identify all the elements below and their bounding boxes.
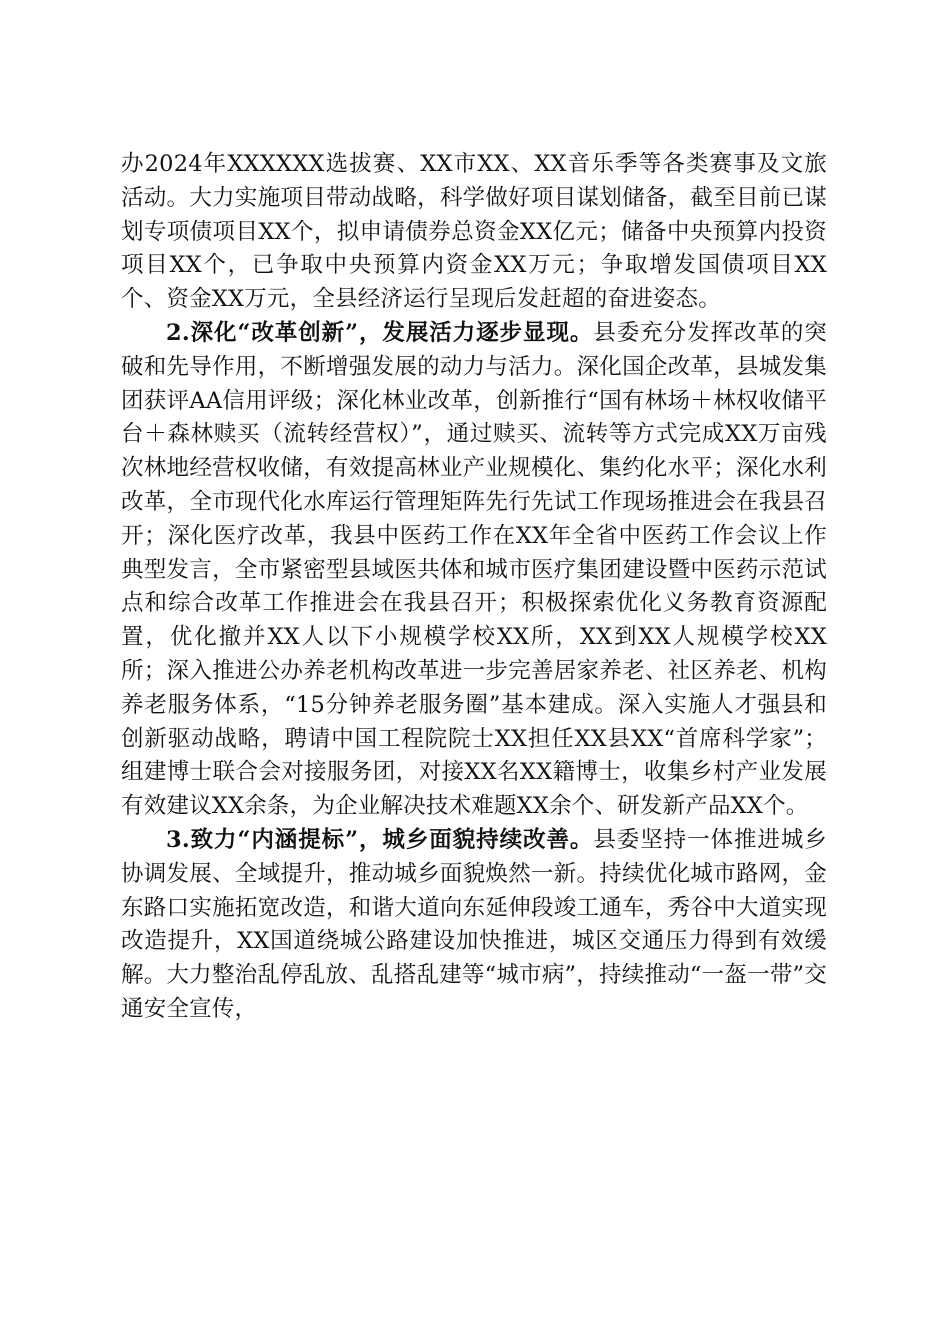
- paragraph-text: 县委坚持一体推进城乡协调发展、全域提升，推动城乡面貌焕然一新。持续优化城市路网，金东路口实施拓宽改造，和谐大道向东延伸段竣工通车，秀谷中大道实现改造提升，XX国道绕城公路建设加快推进，城区交通压力得到有效缓解。大力整治乱停乱放、乱搭乱建等“城市病”，持续推动“一盔一带”交通安全宣传，: [121, 826, 827, 1022]
- document-body: [121, 148, 827, 1027]
- paragraph-text: 办2024年XXXXXX选拔赛、XX市XX、XX音乐季等各类赛事及文旅活动。大力实施项目带动战略，科学做好项目谋划储备，截至目前已谋划专项债项目XX个，拟申请债券总资金XX亿元；储备中央预算内投资项目XX个，已争取中央预算内资金XX万元；争取增发国债项目XX个、资金XX万元，全县经济运行呈现后发赶超的奋进姿态。: [121, 151, 827, 313]
- paragraph-text: 县委充分发挥改革的突破和先导作用，不断增强发展的动力与活力。深化国企改革，县城发集团获评AA信用评级；深化林业改革，创新推行“国有林场＋林权收储平台＋森林赎买（流转经营权）”，通过赎买、流转等方式完成XX万亩残次林地经营权收储，有效提高林业产业规模化、集约化水平；深化水利改革，全市现代化水库运行管理矩阵先行先试工作现场推进会在我县召开；深化医疗改革，我县中医药工作在XX年全省中医药工作会议上作典型发言，全市紧密型县域医共体和城市医疗集团建设暨中医药示范试点和综合改革工作推进会在我县召开；积极探索优化义务教育资源配置，优化撤并XX人以下小规模学校XX所，XX到XX人规模学校XX所；深入推进公办养老机构改革进一步完善居家养老、社区养老、机构养老服务体系，“15分钟养老服务圈”基本建成。深入实施人才强县和创新驱动战略，聘请中国工程院院士XX担任XX县XX“首席科学家”；组建博士联合会对接服务团，对接XX名XX籍博士，收集乡村产业发展有效建议XX余条，为企业解决技术难题XX余个、研发新产品XX个。: [121, 319, 827, 820]
- paragraph-urban-rural: [121, 824, 827, 1027]
- paragraph-reform-innovation: [121, 317, 827, 824]
- paragraph-heading: 3.致力“内涵提标”，城乡面貌持续改善。: [166, 826, 594, 853]
- paragraph-continuation: [121, 148, 827, 317]
- paragraph-heading: 2.深化“改革创新”，发展活力逐步显现。: [166, 319, 594, 346]
